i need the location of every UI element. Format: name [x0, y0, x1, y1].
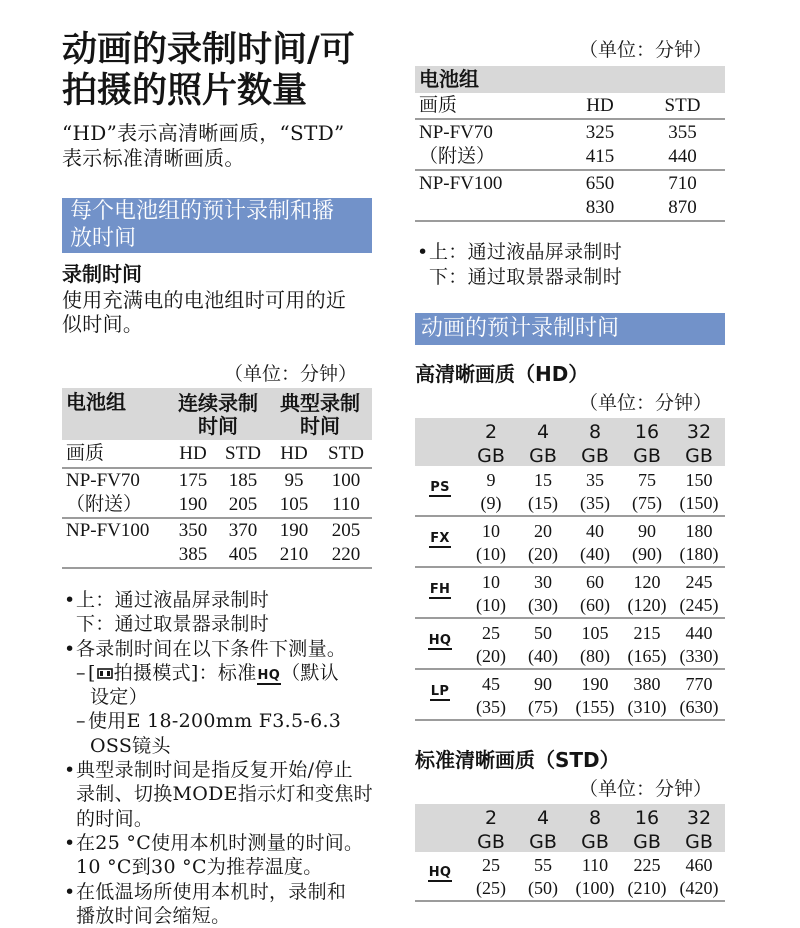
mode-cell [415, 517, 465, 563]
value-cell [465, 571, 517, 617]
note-text: 拍摄模式]：标准 [113, 661, 257, 684]
quality-label: 画质 [66, 443, 105, 464]
value: (155) [575, 697, 615, 717]
value: (245) [679, 595, 719, 615]
value-cell [218, 469, 268, 517]
bullet-marker: • [64, 831, 76, 854]
unit-label: （单位：分钟） [578, 392, 712, 414]
table-row [415, 852, 725, 902]
value: 325 [585, 122, 615, 143]
value: (100) [575, 878, 615, 898]
table-row [415, 619, 725, 670]
capacity-number: 4 [536, 807, 550, 829]
value: 415 [585, 146, 615, 167]
mode-header-blank [415, 420, 465, 468]
value-cell [673, 622, 725, 668]
value: (15) [528, 493, 558, 513]
value-cell [517, 469, 569, 515]
intro-text [62, 121, 345, 171]
value: 175 [178, 470, 208, 491]
battery-note: （附送） [419, 146, 496, 167]
mode-cell [415, 619, 465, 665]
note-text: 在25 °C使用本机时测量的时间。 [76, 831, 364, 854]
value: (9) [480, 493, 502, 513]
note-line: OSS镜头 [90, 734, 171, 757]
value: 60 [586, 572, 604, 592]
table-row [415, 466, 725, 517]
bullet-marker: • [64, 589, 76, 611]
capacity-unit: GB [477, 445, 505, 467]
capacity-unit: GB [685, 445, 713, 467]
note-line: 下：通过取景器录制时 [429, 265, 623, 288]
battery-name: NP-FV100 [66, 520, 150, 541]
mode-cell [415, 670, 465, 716]
value-cell [569, 469, 621, 515]
note-text: 上：通过液晶屏录制时 [76, 589, 270, 611]
section-heading-battery [62, 198, 372, 253]
value: 45 [482, 674, 500, 694]
value: 105 [279, 494, 309, 515]
value: (210) [627, 878, 667, 898]
capacity-number: 16 [634, 421, 660, 443]
value: 20 [534, 521, 552, 541]
value-cell [560, 172, 640, 220]
value-cell [465, 854, 517, 900]
value: 225 [633, 855, 661, 875]
value-cell [465, 469, 517, 515]
mode-cell [415, 466, 465, 512]
column-header-line: 连续录制 [178, 391, 258, 415]
value: (30) [528, 595, 558, 615]
value: 35 [586, 470, 604, 490]
value-cell [517, 673, 569, 719]
value-cell [621, 571, 673, 617]
notes-list [62, 588, 373, 927]
value: (80) [580, 646, 610, 666]
note-line: 10 °C到30 °C为推荐温度。 [76, 856, 323, 879]
page-title [62, 30, 355, 112]
quality-col: STD [225, 443, 261, 464]
subheading-recording-time: 录制时间 [62, 262, 142, 286]
note-text: 在低温场所使用本机时，录制和 [76, 880, 347, 903]
section-heading-line: 放时间 [70, 226, 137, 251]
capacity-unit: GB [633, 831, 661, 853]
capacity-number: 32 [686, 807, 712, 829]
capacity-unit: GB [633, 445, 661, 467]
value: (20) [476, 646, 506, 666]
intro-line: “HD”表示高清晰画质，“STD” [62, 121, 345, 145]
table-header-row [415, 804, 725, 852]
movie-mode-icon [97, 662, 113, 686]
capacity-number: 8 [588, 807, 602, 829]
value: 380 [633, 674, 661, 694]
value: 55 [534, 855, 552, 875]
note-line: 的时间。 [76, 807, 154, 830]
value: 385 [178, 544, 208, 565]
note-text: [ [88, 661, 96, 684]
note-item [62, 588, 372, 612]
value: 10 [482, 521, 500, 541]
value: 150 [685, 470, 713, 490]
note-text: 上：通过液晶屏录制时 [429, 241, 623, 263]
note-item [62, 637, 372, 661]
section-heading-line: 每个电池组的预计录制和播 [70, 199, 335, 224]
capacity-number: 16 [634, 807, 660, 829]
value-cell [517, 520, 569, 566]
table-row [415, 568, 725, 619]
value-cell [673, 469, 725, 515]
value-cell [465, 673, 517, 719]
value-cell [465, 622, 517, 668]
section-heading-movie: 动画的预计录制时间 [415, 313, 725, 345]
value-cell [320, 469, 372, 517]
capacity-header [517, 420, 569, 468]
value: (35) [580, 493, 610, 513]
table-row [62, 519, 372, 569]
recording-time-description [62, 288, 346, 336]
note-line: 下：通过取景器录制时 [76, 613, 270, 636]
value-cell [569, 571, 621, 617]
value: 90 [638, 521, 656, 541]
value: 205 [228, 494, 258, 515]
value: (150) [679, 493, 719, 513]
fx-mode-icon: FX [430, 531, 450, 546]
value: 90 [534, 674, 552, 694]
value-cell [673, 673, 725, 719]
value-cell [621, 854, 673, 900]
note-item [62, 831, 372, 855]
note-line: 播放时间会缩短。 [76, 904, 231, 927]
mode-cell [415, 851, 465, 897]
value: (25) [476, 878, 506, 898]
battery-cell [415, 172, 560, 220]
description-line: 使用充满电的电池组时可用的近 [62, 288, 347, 312]
notes-list [415, 240, 725, 289]
quality-col: STD [664, 95, 701, 116]
table-row [415, 120, 725, 171]
note-text: 典型录制时间是指反复开始/停止 [76, 759, 353, 782]
capacity-number: 2 [484, 807, 498, 829]
value-cell [569, 520, 621, 566]
value: 185 [228, 470, 258, 491]
value: 215 [633, 623, 661, 643]
value: 830 [585, 197, 615, 218]
recording-time-table [62, 388, 372, 569]
bullet-marker: • [64, 880, 76, 903]
capacity-header [621, 806, 673, 854]
value: 870 [668, 197, 697, 218]
capacity-unit: GB [529, 445, 557, 467]
value: (20) [528, 544, 558, 564]
value-cell [517, 622, 569, 668]
quality-row [415, 93, 725, 120]
value-cell [268, 519, 320, 567]
page-title-line: 拍摄的照片数量 [62, 71, 308, 111]
std-quality-title: 标准清晰画质（STD） [415, 748, 620, 772]
note-item [415, 240, 725, 265]
table-row [415, 517, 725, 568]
quality-label: 画质 [419, 95, 458, 116]
note-subitem [62, 661, 372, 685]
capacity-number: 2 [484, 421, 498, 443]
capacity-header [673, 806, 725, 854]
note-line: 录制、切换MODE指示灯和变焦时 [76, 783, 373, 806]
value: 440 [685, 623, 713, 643]
value: 355 [668, 122, 697, 143]
dash-marker: – [76, 710, 86, 733]
value-cell [465, 520, 517, 566]
capacity-header [465, 806, 517, 854]
capacity-header [569, 420, 621, 468]
value: 220 [331, 544, 361, 565]
value: (10) [476, 595, 506, 615]
table-header-row [62, 388, 372, 440]
note-subitem [62, 709, 372, 733]
battery-cell [415, 121, 560, 169]
table-row [415, 670, 725, 721]
mode-cell [415, 568, 465, 614]
value: 15 [534, 470, 552, 490]
column-header-battery: 电池组 [66, 390, 126, 414]
value: 110 [581, 855, 609, 875]
value: (40) [580, 544, 610, 564]
value: 190 [581, 674, 609, 694]
battery-table-2 [415, 66, 725, 222]
note-text: （默认 [281, 661, 339, 684]
battery-name: NP-FV70 [419, 122, 493, 143]
value: 180 [685, 521, 713, 541]
capacity-number: 32 [686, 421, 712, 443]
lp-mode-icon: LP [430, 684, 450, 699]
value: (10) [476, 544, 506, 564]
value: 120 [633, 572, 661, 592]
quality-col: HD [280, 443, 308, 464]
capacity-number: 4 [536, 421, 550, 443]
column-header-line: 时间 [300, 414, 340, 438]
hq-mode-icon: HQ [428, 633, 452, 648]
capacity-unit: GB [581, 831, 609, 853]
value: 30 [534, 572, 552, 592]
value: 350 [178, 520, 208, 541]
value-cell [268, 469, 320, 517]
value-cell [673, 854, 725, 900]
value-cell [621, 622, 673, 668]
value-cell [168, 519, 218, 567]
value-cell [569, 854, 621, 900]
note-text: 各录制时间在以下条件下测量。 [76, 637, 347, 660]
value: (310) [627, 697, 667, 717]
dash-marker: – [76, 661, 86, 684]
note-item [62, 758, 372, 782]
value: 370 [228, 520, 258, 541]
intro-line: 表示标准清晰画质。 [62, 146, 245, 170]
value-cell [640, 172, 725, 220]
value: 100 [331, 470, 361, 491]
value: (180) [679, 544, 719, 564]
value-cell [218, 519, 268, 567]
value: 440 [668, 146, 697, 167]
capacity-number: 8 [588, 421, 602, 443]
value: 210 [279, 544, 309, 565]
value-cell [640, 121, 725, 169]
unit-label: （单位：分钟） [578, 39, 712, 61]
value-cell [560, 121, 640, 169]
table-header-row [415, 418, 725, 466]
fh-mode-icon: FH [429, 582, 451, 597]
std-recording-table [415, 804, 725, 902]
value: 50 [534, 623, 552, 643]
value-cell [320, 519, 372, 567]
capacity-unit: GB [529, 831, 557, 853]
value: 245 [685, 572, 713, 592]
capacity-header [517, 806, 569, 854]
capacity-unit: GB [477, 831, 505, 853]
value: (75) [632, 493, 662, 513]
value: (60) [580, 595, 610, 615]
capacity-header [673, 420, 725, 468]
value: 9 [486, 470, 496, 490]
value: (35) [476, 697, 506, 717]
column-header-battery: 电池组 [415, 66, 725, 93]
capacity-unit: GB [581, 445, 609, 467]
value: (50) [528, 878, 558, 898]
value: 75 [638, 470, 656, 490]
quality-col: HD [179, 443, 207, 464]
value: (120) [627, 595, 667, 615]
value: 460 [685, 855, 713, 875]
value: (630) [679, 697, 719, 717]
capacity-header [621, 420, 673, 468]
value: 770 [685, 674, 713, 694]
value: 650 [585, 173, 615, 194]
unit-label: （单位：分钟） [223, 363, 357, 385]
value-cell [517, 854, 569, 900]
capacity-unit: GB [685, 831, 713, 853]
column-header-line: 典型录制 [280, 391, 360, 415]
value: 40 [586, 521, 604, 541]
value: 110 [332, 494, 360, 515]
table-row [62, 469, 372, 519]
bullet-marker: • [64, 637, 76, 660]
value: 405 [228, 544, 258, 565]
quality-col: STD [328, 443, 364, 464]
ps-mode-icon: PS [430, 480, 450, 495]
quality-row [62, 441, 372, 469]
value: 710 [668, 173, 697, 194]
value: (40) [528, 646, 558, 666]
value: (330) [679, 646, 719, 666]
value-cell [168, 469, 218, 517]
note-text: 使用E 18-200mm F3.5-6.3 [88, 710, 342, 733]
value: 190 [279, 520, 309, 541]
value-cell [673, 571, 725, 617]
value-cell [621, 469, 673, 515]
column-header-typical [268, 388, 372, 440]
capacity-header [465, 420, 517, 468]
quality-col: HD [586, 95, 614, 116]
value: (90) [632, 544, 662, 564]
value: (420) [679, 878, 719, 898]
value: 10 [482, 572, 500, 592]
column-header-line: 时间 [198, 414, 238, 438]
value: 95 [284, 470, 304, 491]
mode-header-blank [415, 806, 465, 854]
column-header-continuous [168, 388, 268, 440]
value-cell [621, 520, 673, 566]
value-cell [621, 673, 673, 719]
note-line: 设定） [90, 686, 148, 709]
battery-cell [62, 469, 168, 517]
hq-mode-icon: HQ [257, 667, 281, 683]
hq-mode-icon: HQ [428, 865, 452, 880]
hd-recording-table [415, 418, 725, 721]
bullet-marker: • [417, 241, 429, 263]
unit-label: （单位：分钟） [578, 778, 712, 800]
battery-name: NP-FV100 [419, 173, 503, 194]
battery-name: NP-FV70 [66, 470, 140, 491]
value: 25 [482, 855, 500, 875]
hd-quality-title: 高清晰画质（HD） [415, 362, 589, 386]
value-cell [569, 622, 621, 668]
capacity-header [569, 806, 621, 854]
value: 205 [331, 520, 361, 541]
value: 190 [178, 494, 208, 515]
value-cell [517, 571, 569, 617]
battery-note: （附送） [66, 494, 143, 515]
note-item [62, 880, 372, 904]
value-cell [673, 520, 725, 566]
table-row [415, 171, 725, 222]
page-title-line: 动画的录制时间/可 [62, 30, 355, 70]
value: 25 [482, 623, 500, 643]
value: (165) [627, 646, 667, 666]
value: 105 [581, 623, 609, 643]
description-line: 似时间。 [62, 312, 144, 336]
battery-cell [62, 519, 168, 567]
value-cell [569, 673, 621, 719]
value: (75) [528, 697, 558, 717]
bullet-marker: • [64, 759, 76, 782]
